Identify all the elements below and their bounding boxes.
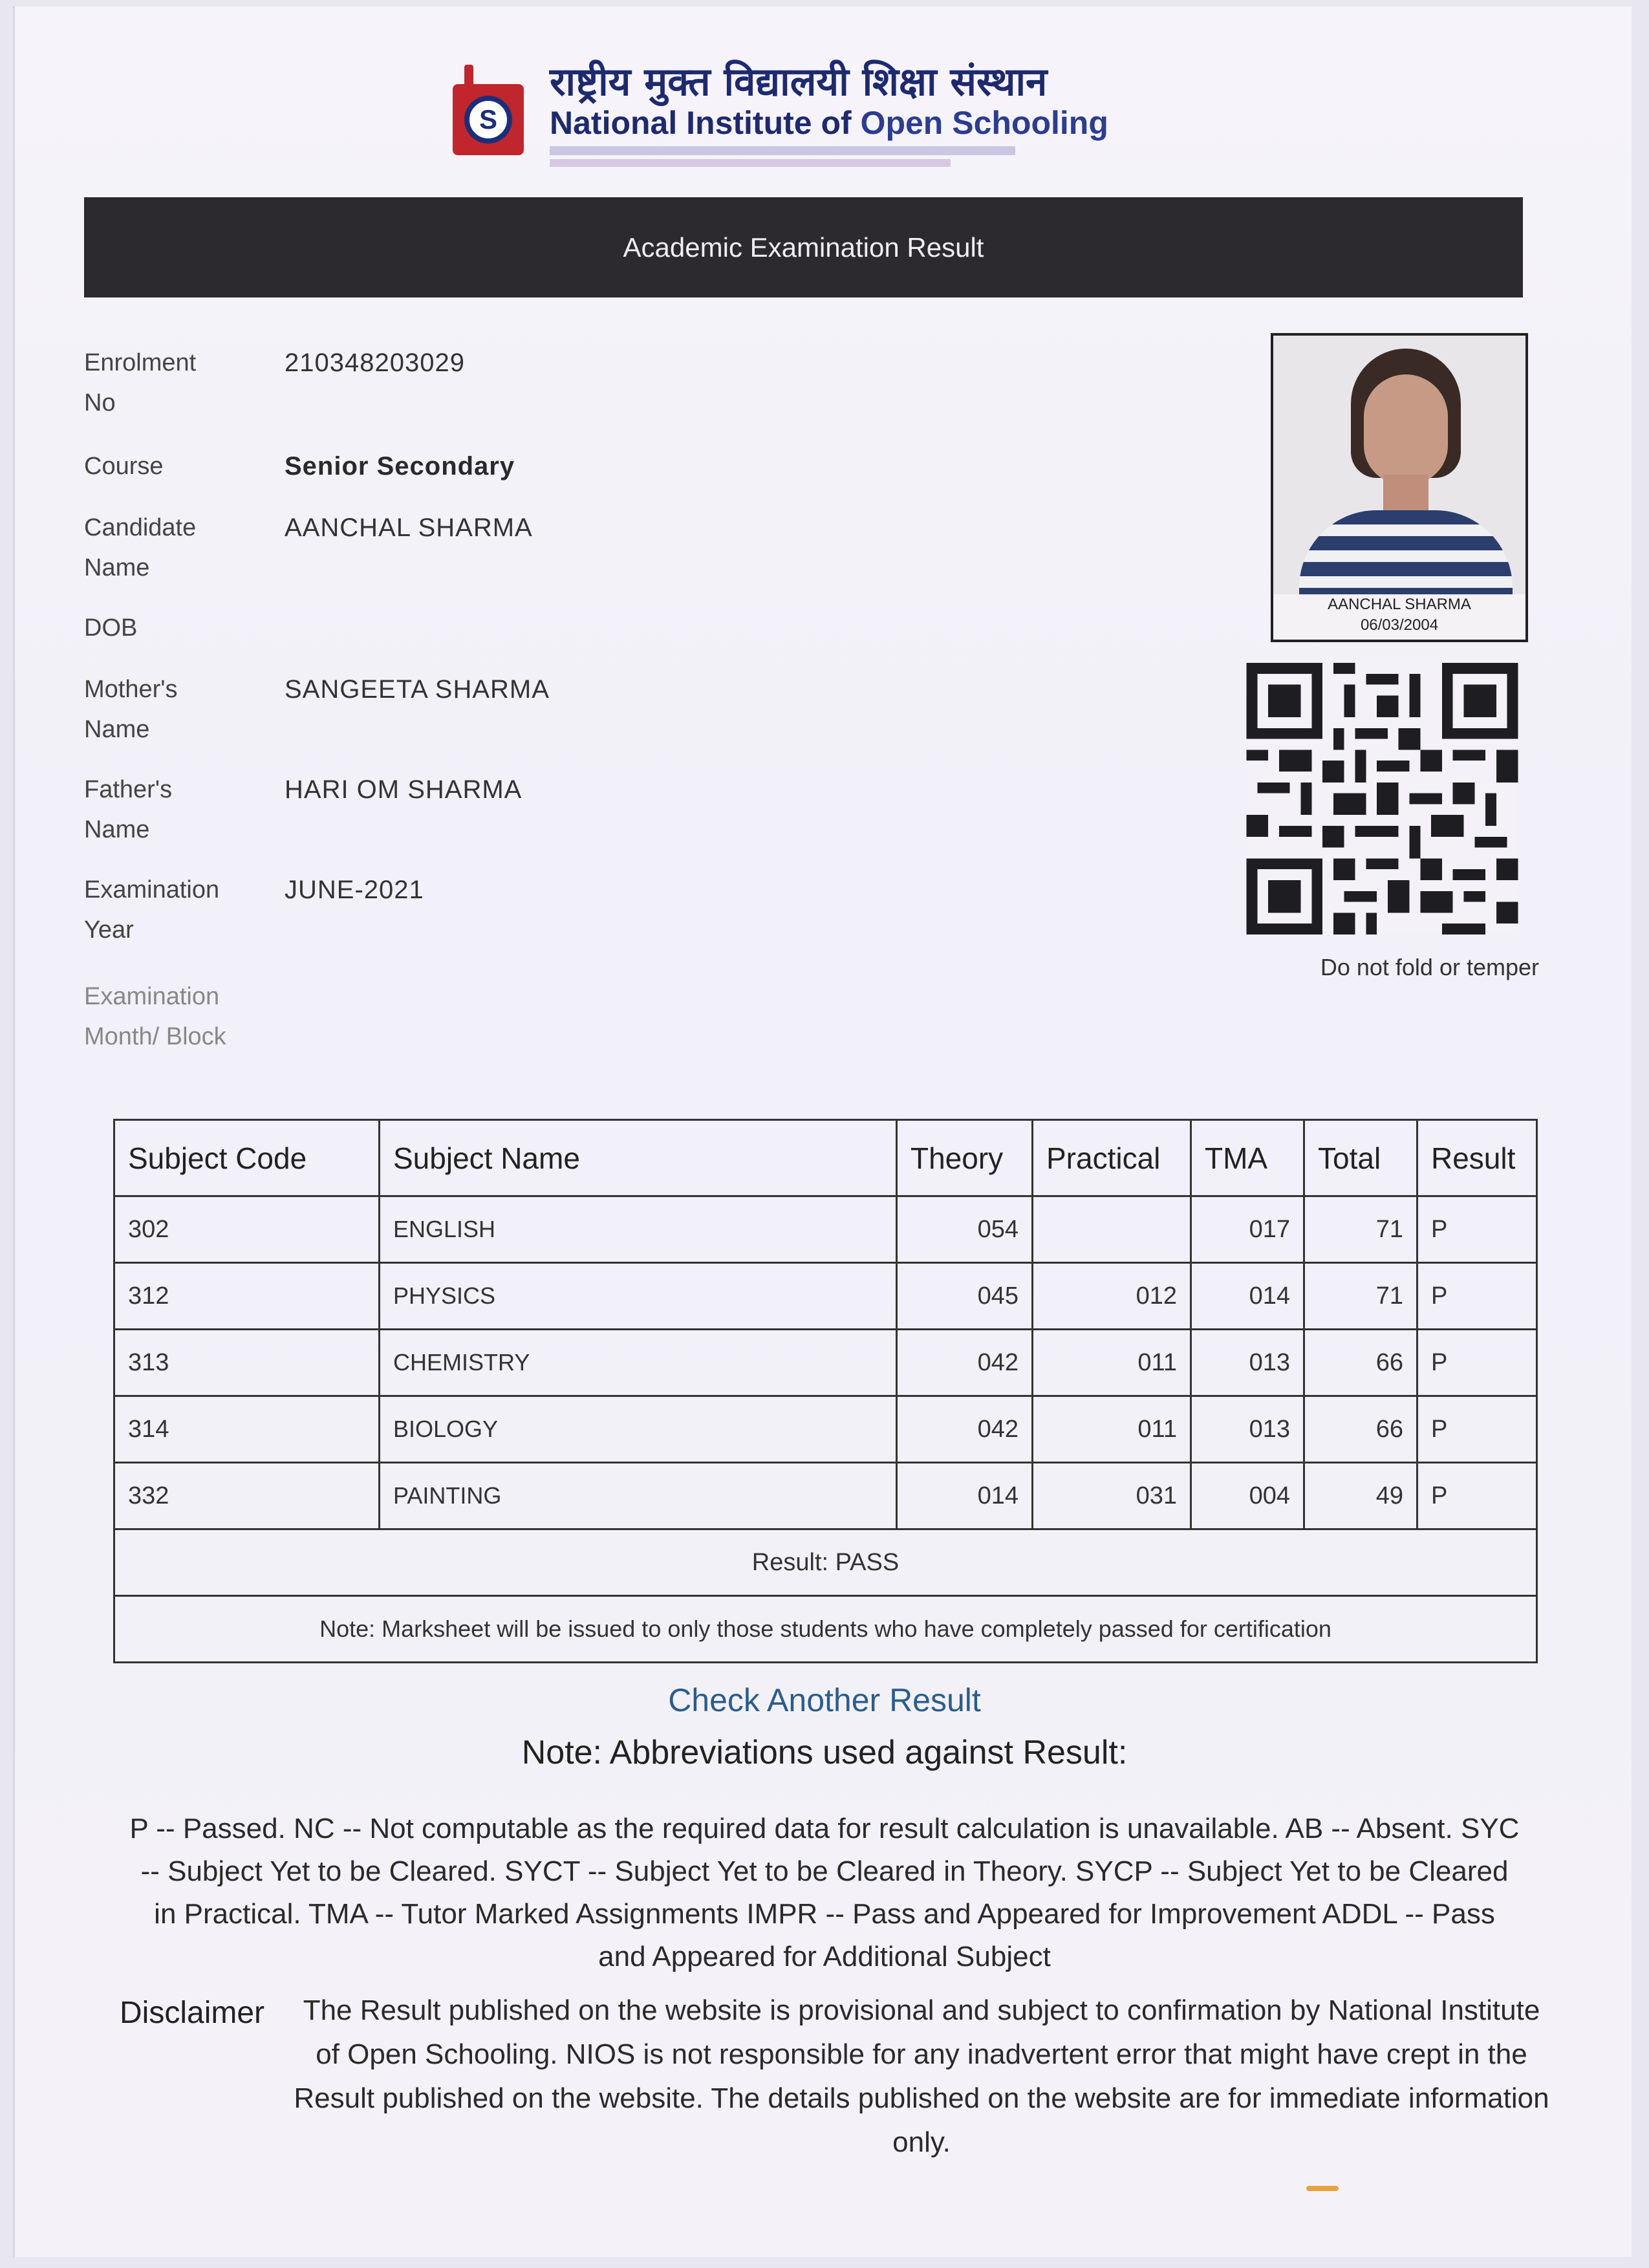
exam-year-label: Examination Year: [84, 876, 220, 944]
cell-result: P: [1417, 1196, 1537, 1263]
abbreviations-text: P -- Passed. NC -- Not computable as the required data for result calculation is unavailable. AB -- Absent. SYC -- Subject Yet to be Cleared. SYCT -- Subject Yet to be Cleared in Theory. SYCP -- Subject Yet to be Cleared in Practical. TMA -- Tutor Marked Assignments IMPR -- Pass and Appeared for Improvement ADDL -- Pass and Appeared for Additional Subject: [129, 1813, 1520, 1972]
header-subject-code: Subject Code: [114, 1120, 380, 1196]
overall-result-row: [114, 1529, 1537, 1596]
cell-result: P: [1417, 1263, 1537, 1330]
photo-caption-name: AANCHAL SHARMA: [1328, 596, 1471, 613]
abbreviations-title: Note: Abbreviations used against Result:: [521, 1734, 1128, 1771]
cell-subject-name: CHEMISTRY: [380, 1330, 897, 1396]
cell-total: 49: [1304, 1463, 1417, 1529]
cell-tma: 013: [1191, 1330, 1304, 1396]
cell-subject-code: 302: [114, 1196, 380, 1263]
qr-code-icon: [1245, 663, 1520, 934]
dob-label: DOB: [84, 614, 138, 642]
cell-subject-name: PHYSICS: [380, 1263, 897, 1330]
exam-month-row: [84, 977, 278, 1057]
enrolment-label: Enrolment No: [84, 349, 197, 416]
header-total: Total: [1304, 1120, 1417, 1196]
candidate-photo: [1271, 333, 1528, 642]
header-tma: TMA: [1191, 1120, 1304, 1196]
cell-theory: 042: [897, 1396, 1033, 1463]
marks-table: [113, 1119, 1538, 1663]
cell-subject-code: 332: [114, 1463, 380, 1529]
cell-practical: 012: [1033, 1263, 1191, 1330]
father-name-label: Father's Name: [84, 776, 173, 843]
exam-year-row: [84, 870, 424, 950]
cell-result: P: [1417, 1463, 1537, 1529]
course-label: Course: [84, 453, 164, 480]
mother-name-row: [84, 669, 550, 750]
cell-theory: 045: [897, 1263, 1033, 1330]
cell-theory: 014: [897, 1463, 1033, 1529]
header-practical: Practical: [1033, 1120, 1191, 1196]
cell-subject-code: 313: [114, 1330, 380, 1396]
cell-practical: 011: [1033, 1330, 1191, 1396]
qr-note: Do not fold or temper: [1320, 954, 1539, 980]
cell-subject-code: 312: [114, 1263, 380, 1330]
header-result: Result: [1417, 1120, 1537, 1196]
cell-practical: [1033, 1196, 1191, 1263]
table-row: [114, 1263, 1537, 1330]
cell-theory: 042: [897, 1330, 1033, 1396]
candidate-name-value: AANCHAL SHARMA: [285, 513, 533, 542]
table-row: [114, 1463, 1537, 1529]
table-header-row: [114, 1120, 1537, 1196]
cell-total: 71: [1304, 1196, 1417, 1263]
table-note-row: [114, 1596, 1537, 1663]
cell-total: 71: [1304, 1263, 1417, 1330]
header-subject-name: Subject Name: [380, 1120, 897, 1196]
table-row: [114, 1330, 1537, 1396]
cell-subject-name: BIOLOGY: [380, 1396, 897, 1463]
cell-tma: 013: [1191, 1396, 1304, 1463]
paper-mark: [1306, 2186, 1339, 2191]
institute-name-english: National Institute of Open Schooling: [550, 105, 1108, 141]
cell-practical: 011: [1033, 1396, 1191, 1463]
father-name-row: [84, 770, 522, 850]
mother-name-value: SANGEETA SHARMA: [285, 675, 550, 704]
nios-logo-icon: S: [453, 65, 530, 162]
photo-caption: [1273, 594, 1525, 640]
disclaimer-text: The Result published on the website is provisional and subject to confirmation by National Institute of Open Schooling. NIOS is not responsible for any inadvertent error that might have crept in the Result published on the website. The details published on the website are for immediate information only.: [294, 1994, 1549, 2158]
exam-year-value: JUNE-2021: [285, 876, 424, 904]
cell-theory: 054: [897, 1196, 1033, 1263]
cell-result: P: [1417, 1396, 1537, 1463]
table-row: [114, 1396, 1537, 1463]
course-value: Senior Secondary: [285, 452, 515, 481]
cell-total: 66: [1304, 1330, 1417, 1396]
enrolment-value: 210348203029: [285, 349, 465, 377]
candidate-name-label: Candidate Name: [84, 514, 197, 581]
page-title: Academic Examination Result: [84, 197, 1523, 297]
mother-name-label: Mother's Name: [84, 676, 178, 743]
disclaimer-label: Disclaimer: [120, 1996, 265, 2030]
cell-subject-code: 314: [114, 1396, 380, 1463]
candidate-name-row: [84, 508, 533, 588]
cell-result: P: [1417, 1330, 1537, 1396]
overall-result: Result: PASS: [114, 1529, 1537, 1596]
header-theory: Theory: [897, 1120, 1033, 1196]
photo-caption-date: 06/03/2004: [1360, 616, 1439, 634]
nios-wordmark: [550, 59, 1108, 167]
cell-tma: 017: [1191, 1196, 1304, 1263]
dob-row: [84, 608, 285, 648]
cell-tma: 014: [1191, 1263, 1304, 1330]
cell-subject-name: PAINTING: [380, 1463, 897, 1529]
institute-name-hindi: राष्ट्रीय मुक्त विद्यालयी शिक्षा संस्थान: [550, 59, 1048, 105]
marksheet-note: Note: Marksheet will be issued to only those students who have completely passed for certification: [114, 1596, 1537, 1663]
exam-month-label: Examination Month/ Block: [84, 983, 226, 1050]
cell-subject-name: ENGLISH: [380, 1196, 897, 1263]
course-row: [84, 446, 515, 486]
cell-total: 66: [1304, 1396, 1417, 1463]
enrolment-row: [84, 343, 465, 423]
nios-header: [453, 52, 1132, 175]
table-row: [114, 1196, 1537, 1263]
check-another-result-link[interactable]: Check Another Result: [668, 1682, 981, 1718]
cell-practical: 031: [1033, 1463, 1191, 1529]
father-name-value: HARI OM SHARMA: [285, 775, 523, 804]
cell-tma: 004: [1191, 1463, 1304, 1529]
